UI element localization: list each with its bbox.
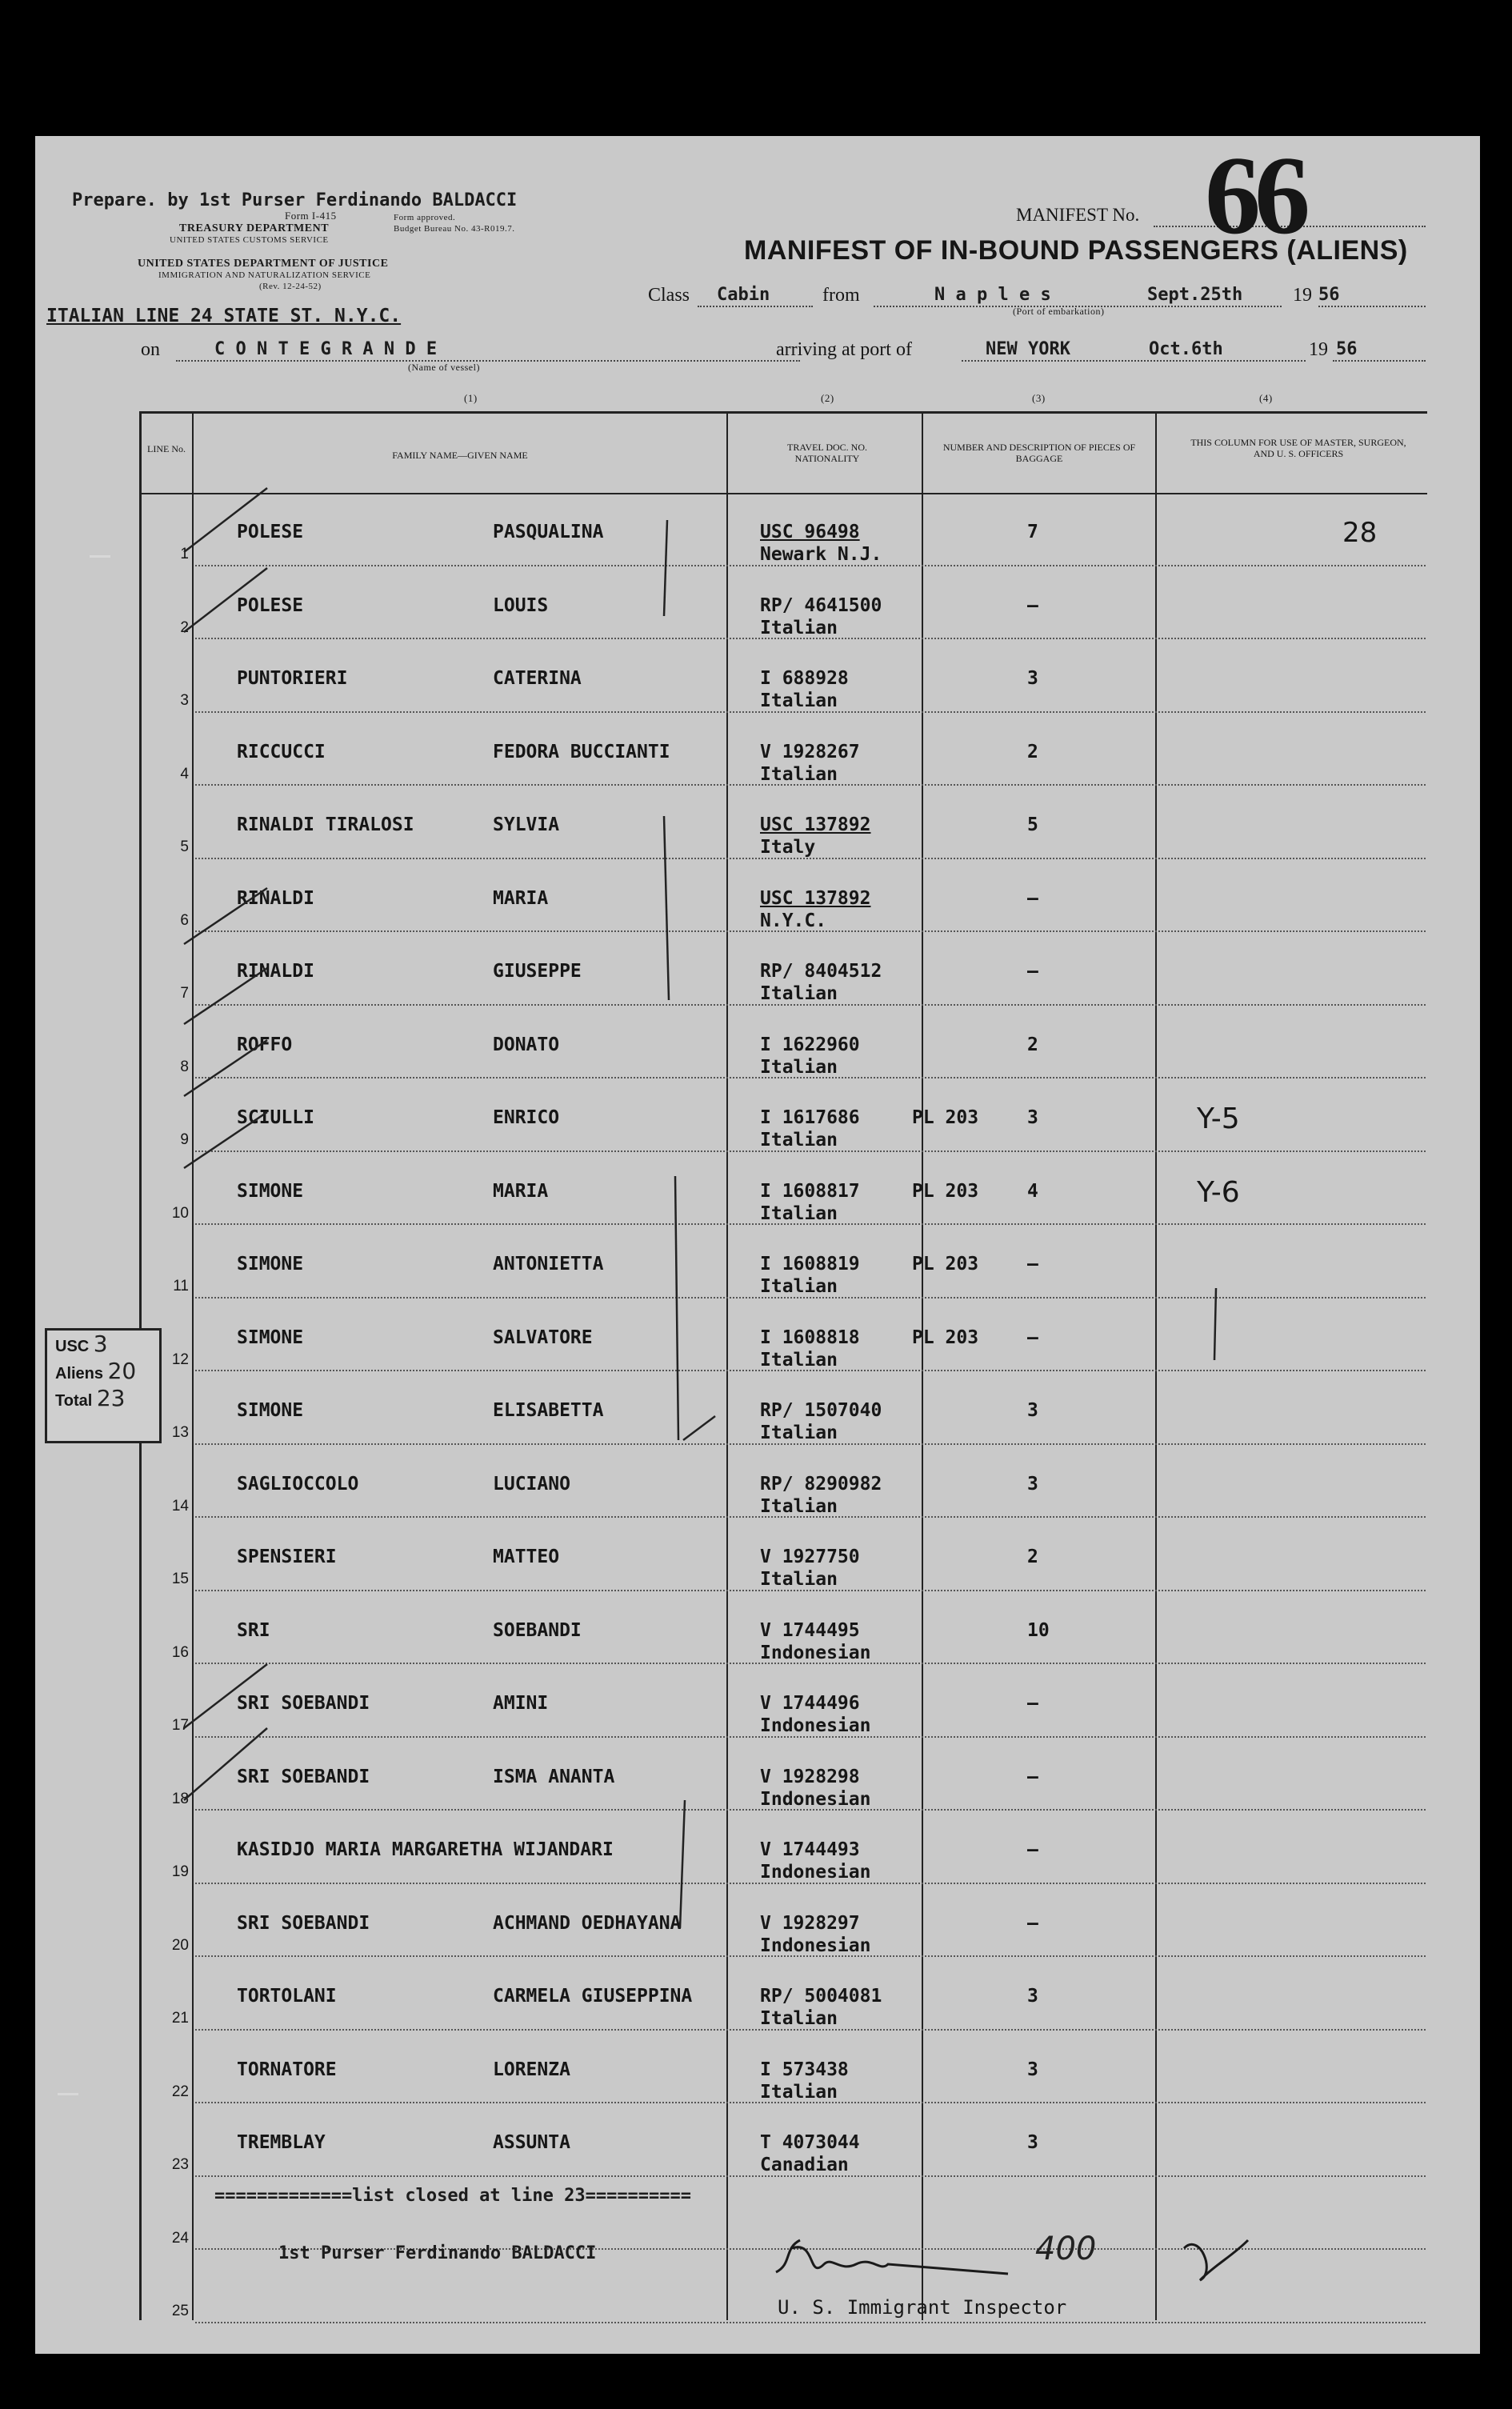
- family-name: SIMONE: [237, 1254, 304, 1275]
- list-closed-note: =============list closed at line 23==========: [214, 2186, 692, 2206]
- given-name: MARIA: [493, 1180, 549, 1202]
- family-name: SCIULLI: [237, 1107, 314, 1128]
- given-name: SALVATORE: [493, 1327, 593, 1348]
- line-number: 7: [180, 985, 189, 1002]
- travel-doc-number: V 1928297: [760, 1912, 860, 1934]
- family-name: SRI SOEBANDI: [237, 1912, 370, 1934]
- baggage-count: 2: [1027, 1034, 1038, 1055]
- baggage-count: 3: [1027, 1400, 1038, 1421]
- col-header-name: FAMILY NAME—GIVEN NAME: [392, 450, 528, 461]
- line-number: 23: [171, 2156, 189, 2173]
- treasury-dept: TREASURY DEPARTMENT: [179, 222, 330, 234]
- given-name: CARMELA GIUSEPPINA: [493, 1986, 693, 2007]
- travel-doc-number: I 573438: [760, 2059, 849, 2080]
- given-name: ANTONIETTA: [493, 1254, 604, 1275]
- col-number-2: (2): [821, 392, 834, 404]
- given-name: ENRICO: [493, 1107, 560, 1128]
- nationality: Italian: [760, 983, 838, 1004]
- family-name: SIMONE: [237, 1327, 304, 1348]
- baggage-count: 3: [1027, 1473, 1038, 1495]
- officer-note: Y-6: [1197, 1175, 1240, 1209]
- family-name: SPENSIERI: [237, 1547, 337, 1567]
- margin-mark-1: [90, 555, 110, 558]
- family-name: SIMONE: [237, 1180, 304, 1202]
- family-name: SRI: [237, 1619, 270, 1641]
- line-number: 3: [180, 692, 189, 709]
- given-name: CATERINA: [493, 668, 582, 689]
- nationality: Italian: [760, 1423, 838, 1443]
- line-number: 10: [171, 1204, 189, 1222]
- baggage-count: —: [1027, 961, 1038, 982]
- arriving-label: arriving at port of: [776, 339, 912, 360]
- family-name: RICCUCCI: [237, 741, 326, 762]
- family-name: RINALDI: [237, 887, 314, 909]
- line-number: 15: [171, 1571, 189, 1587]
- nationality: N.Y.C.: [760, 910, 827, 931]
- manifest-title: MANIFEST OF IN-BOUND PASSENGERS (ALIENS): [744, 235, 1408, 266]
- line-number: 18: [171, 1790, 189, 1807]
- nationality: Italian: [760, 690, 838, 711]
- nationality: Italian: [760, 1495, 838, 1517]
- line-number: 9: [180, 1131, 189, 1148]
- justice-dept: UNITED STATES DEPARTMENT OF JUSTICE: [138, 258, 389, 270]
- line-number: 16: [171, 1643, 189, 1661]
- line-number: 20: [171, 1936, 189, 1954]
- col-number-1: (1): [464, 392, 478, 404]
- pl-code: PL 203: [912, 1254, 979, 1275]
- baggage-count: 7: [1027, 522, 1038, 542]
- nationality: Italian: [760, 2008, 838, 2029]
- budget-bureau: Budget Bureau No. 43-R019.7.: [394, 224, 515, 234]
- pl-code: PL 203: [912, 1327, 979, 1348]
- travel-doc-number: I 1608819: [760, 1254, 860, 1275]
- manifest-number: 66: [1205, 134, 1304, 258]
- family-name: SIMONE: [237, 1400, 304, 1421]
- nationality: Indonesian: [760, 1935, 871, 1956]
- handwritten-check-marks: [35, 136, 1480, 2354]
- baggage-count: 2: [1027, 1547, 1038, 1567]
- officer-note: Y-5: [1197, 1102, 1240, 1135]
- line-number: 21: [171, 2010, 189, 2027]
- nationality: Italian: [760, 617, 838, 638]
- form-approved: Form approved.: [394, 213, 456, 222]
- given-name: LORENZA: [493, 2059, 570, 2080]
- travel-doc-number: I 1608817: [760, 1180, 860, 1202]
- given-name: AMINI: [493, 1693, 549, 1714]
- travel-doc-number: V 1927750: [760, 1547, 860, 1567]
- travel-doc-number: V 1744493: [760, 1839, 860, 1860]
- nationality: Italian: [760, 1056, 838, 1078]
- baggage-count: —: [1027, 1839, 1038, 1860]
- line-number: 25: [171, 2303, 189, 2319]
- baggage-count: 3: [1027, 2132, 1038, 2153]
- baggage-count: —: [1027, 1766, 1038, 1787]
- given-name: SYLVIA: [493, 814, 560, 835]
- departure-date: Sept.25th: [1147, 285, 1243, 305]
- nationality: Italian: [760, 1349, 838, 1371]
- tally-total: Total 23: [55, 1385, 126, 1411]
- given-name: ACHMAND OEDHAYANA: [493, 1912, 682, 1934]
- line-number: 13: [171, 1424, 189, 1441]
- family-name: TREMBLAY: [237, 2132, 326, 2153]
- given-name: ELISABETTA: [493, 1400, 604, 1421]
- baggage-count: 3: [1027, 1107, 1038, 1128]
- class-value: Cabin: [717, 285, 770, 305]
- from-label: from: [822, 285, 860, 306]
- line-number: 8: [180, 1058, 189, 1075]
- given-name: DONATO: [493, 1034, 560, 1055]
- col-header-line-no: LINE No.: [147, 443, 186, 454]
- family-name: PUNTORIERI: [237, 668, 348, 689]
- nationality: Italian: [760, 1130, 838, 1150]
- nationality: Italian: [760, 1569, 838, 1590]
- travel-doc-number: V 1928298: [760, 1766, 860, 1787]
- purser-signature-line: 1st Purser Ferdinando BALDACCI: [278, 2243, 597, 2263]
- nationality: Newark N.J.: [760, 544, 882, 565]
- manifest-no-label: MANIFEST No.: [1016, 205, 1140, 225]
- line-company: ITALIAN LINE 24 STATE ST. N.Y.C.: [46, 306, 402, 326]
- pl-code: PL 203: [912, 1107, 979, 1128]
- baggage-count: —: [1027, 1254, 1038, 1275]
- travel-doc-number: V 1744495: [760, 1619, 860, 1641]
- arrival-port: NEW YORK: [986, 339, 1070, 359]
- family-name: SRI SOEBANDI: [237, 1766, 370, 1787]
- given-name: MARIA: [493, 887, 549, 909]
- line-number: 5: [180, 838, 189, 855]
- arrival-date: Oct.6th: [1149, 339, 1223, 359]
- class-label: Class: [648, 285, 690, 306]
- nationality: Italian: [760, 1202, 838, 1224]
- baggage-count: 5: [1027, 814, 1038, 835]
- revision: (Rev. 12-24-52): [259, 282, 322, 291]
- col-header-baggage: NUMBER AND DESCRIPTION OF PIECES OF BAGGAGE: [942, 442, 1136, 464]
- line-number: 4: [180, 765, 189, 782]
- given-name: GIUSEPPE: [493, 961, 582, 982]
- travel-doc-number: USC 137892: [760, 814, 871, 835]
- nationality: Italy: [760, 837, 816, 858]
- line-number: 14: [171, 1497, 189, 1515]
- given-name: PASQUALINA: [493, 522, 604, 542]
- travel-doc-number: T 4073044: [760, 2132, 860, 2153]
- travel-doc-number: USC 96498: [760, 522, 860, 542]
- family-name: RINALDI: [237, 961, 314, 982]
- travel-doc-number: RP/ 5004081: [760, 1986, 882, 2007]
- margin-mark-2: [58, 2093, 78, 2095]
- travel-doc-number: RP/ 1507040: [760, 1400, 882, 1421]
- officer-note: 28: [1342, 517, 1378, 549]
- immigration-service: IMMIGRATION AND NATURALIZATION SERVICE: [158, 270, 371, 280]
- nationality: Indonesian: [760, 1788, 871, 1810]
- family-name: POLESE: [237, 594, 304, 616]
- nationality: Indonesian: [760, 1862, 871, 1883]
- form-number: Form I-415: [285, 210, 337, 222]
- family-name: TORTOLANI: [237, 1986, 337, 2007]
- manifest-sheet: [35, 136, 1480, 2354]
- family-name: ROFFO: [237, 1034, 293, 1055]
- line-number: 19: [171, 1863, 189, 1880]
- tally-aliens: Aliens 20: [55, 1358, 137, 1384]
- travel-doc-number: I 1617686: [760, 1107, 860, 1128]
- family-name: TORNATORE: [237, 2059, 337, 2080]
- baggage-count: 10: [1027, 1619, 1050, 1641]
- family-name: SRI SOEBANDI: [237, 1693, 370, 1714]
- col-number-4: (4): [1259, 392, 1273, 404]
- line-number: 22: [171, 2083, 189, 2100]
- tally-box: [45, 1328, 162, 1443]
- travel-doc-number: I 688928: [760, 668, 849, 689]
- travel-doc-number: I 1622960: [760, 1034, 860, 1055]
- departure-year-prefix: 19: [1293, 285, 1312, 306]
- customs-service: UNITED STATES CUSTOMS SERVICE: [170, 235, 329, 245]
- line-number: 24: [171, 2229, 189, 2247]
- baggage-count: 4: [1027, 1180, 1038, 1202]
- given-name: LUCIANO: [493, 1473, 570, 1495]
- nationality: Indonesian: [760, 1642, 871, 1663]
- given-name: ISMA ANANTA: [493, 1766, 615, 1787]
- family-name: POLESE: [237, 522, 304, 542]
- vessel-caption: (Name of vessel): [408, 362, 480, 373]
- line-number: 12: [171, 1351, 189, 1368]
- travel-doc-number: V 1928267: [760, 741, 860, 762]
- given-name: FEDORA BUCCIANTI: [493, 741, 670, 762]
- nationality: Italian: [760, 1276, 838, 1297]
- family-name: RINALDI TIRALOSI: [237, 814, 414, 835]
- family-name: SAGLIOCCOLO: [237, 1473, 359, 1495]
- baggage-count: 3: [1027, 2059, 1038, 2080]
- given-name: SOEBANDI: [493, 1619, 582, 1641]
- travel-doc-number: V 1744496: [760, 1693, 860, 1714]
- nationality: Italian: [760, 2081, 838, 2103]
- col-number-3: (3): [1032, 392, 1046, 404]
- baggage-count: —: [1027, 1327, 1038, 1348]
- line-number: 6: [180, 911, 189, 929]
- pl-code: PL 203: [912, 1180, 979, 1202]
- travel-doc-number: RP/ 8404512: [760, 961, 882, 982]
- line-number: 17: [171, 1717, 189, 1734]
- from-value: N a p l e s: [934, 285, 1051, 305]
- nationality: Indonesian: [760, 1715, 871, 1736]
- on-label: on: [141, 339, 160, 360]
- baggage-count: 2: [1027, 741, 1038, 762]
- travel-doc-number: RP/ 8290982: [760, 1473, 882, 1495]
- port-embarkation-caption: (Port of embarkation): [1013, 306, 1105, 317]
- arrival-year: 56: [1336, 339, 1358, 359]
- baggage-count: —: [1027, 594, 1038, 616]
- nationality: Italian: [760, 763, 838, 785]
- inspector-handwritten-mark: 400: [1035, 2231, 1097, 2267]
- prepared-by: Prepare. by 1st Purser Ferdinando BALDACCI: [72, 190, 518, 210]
- baggage-count: 3: [1027, 668, 1038, 689]
- given-name: LOUIS: [493, 594, 549, 616]
- baggage-count: —: [1027, 1693, 1038, 1714]
- baggage-count: —: [1027, 1912, 1038, 1934]
- travel-doc-number: RP/ 4641500: [760, 594, 882, 616]
- baggage-count: —: [1027, 887, 1038, 909]
- line-number: 11: [173, 1278, 189, 1295]
- given-name: ASSUNTA: [493, 2132, 570, 2153]
- inspector-caption: U. S. Immigrant Inspector: [778, 2296, 1067, 2319]
- line-number: 1: [180, 546, 189, 562]
- travel-doc-number: I 1608818: [760, 1327, 860, 1348]
- col-header-officers: THIS COLUMN FOR USE OF MASTER, SURGEON, AND U. S. OFFICERS: [1190, 437, 1406, 459]
- tally-usc: USC 3: [55, 1331, 108, 1357]
- nationality: Canadian: [760, 2155, 849, 2175]
- line-number: 2: [180, 618, 189, 636]
- given-name: MATTEO: [493, 1547, 560, 1567]
- family-name: KASIDJO MARIA MARGARETHA WIJANDARI: [237, 1839, 614, 1860]
- arrival-year-prefix: 19: [1309, 339, 1328, 360]
- col-header-travel-doc: TRAVEL DOC. NO. NATIONALITY: [786, 442, 867, 464]
- departure-year: 56: [1318, 285, 1340, 305]
- vessel-name: C O N T E G R A N D E: [214, 339, 438, 359]
- travel-doc-number: USC 137892: [760, 887, 871, 909]
- baggage-count: 3: [1027, 1986, 1038, 2007]
